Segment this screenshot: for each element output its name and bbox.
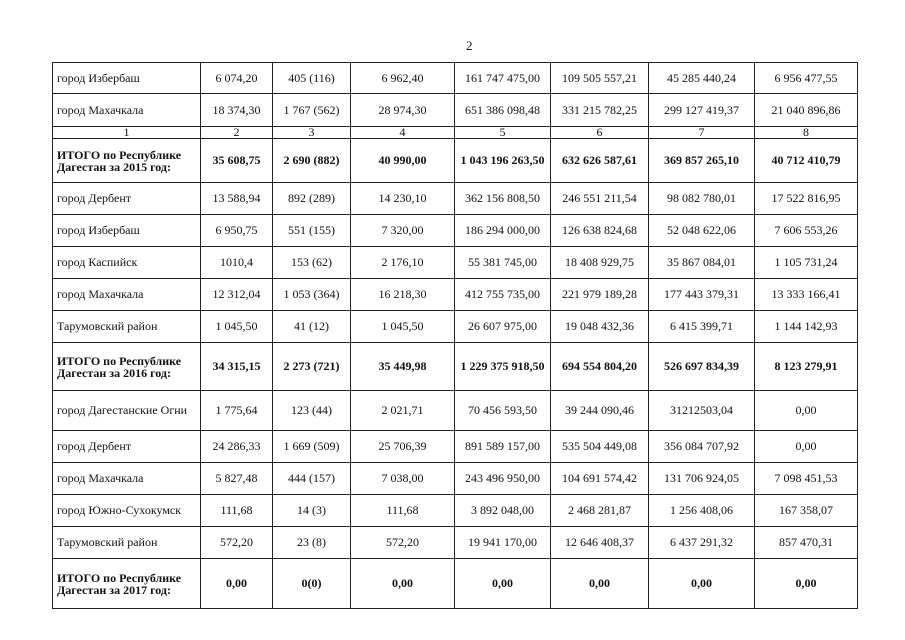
- cell-col-8: 7 098 451,53: [755, 463, 858, 495]
- row-name: ИТОГО по Республике Дагестан за 2016 год:: [53, 343, 201, 391]
- cell-col-5: 55 381 745,00: [455, 247, 551, 279]
- table-body: [53, 63, 858, 609]
- cell-col-7: 6 437 291,32: [649, 527, 755, 559]
- cell-col-6: 0,00: [551, 559, 649, 609]
- cell-col-6: 331 215 782,25: [551, 94, 649, 127]
- cell-col-8: 7 606 553,26: [755, 215, 858, 247]
- cell-col-3: 41 (12): [273, 311, 351, 343]
- cell-col-3: 405 (116): [273, 63, 351, 94]
- table-row: [53, 527, 858, 559]
- cell-col-6: 12 646 408,37: [551, 527, 649, 559]
- page-number: 2: [466, 38, 473, 53]
- cell-col-2: 0,00: [201, 559, 273, 609]
- cell-col-3: 444 (157): [273, 463, 351, 495]
- row-name: город Дербент: [53, 183, 201, 215]
- cell-col-7: 31212503,04: [649, 391, 755, 431]
- cell-col-5: 1 043 196 263,50: [455, 139, 551, 183]
- table-row: [53, 431, 858, 463]
- cell-col-8: 857 470,31: [755, 527, 858, 559]
- cell-col-4: 16 218,30: [351, 279, 455, 311]
- cell-col-2: 572,20: [201, 527, 273, 559]
- cell-col-4: 25 706,39: [351, 431, 455, 463]
- cell-col-2: 111,68: [201, 495, 273, 527]
- row-name: город Избербаш: [53, 63, 201, 94]
- column-index: 7: [649, 127, 755, 139]
- table-row: [53, 391, 858, 431]
- cell-col-4: 572,20: [351, 527, 455, 559]
- row-name: город Махачкала: [53, 463, 201, 495]
- cell-col-7: 35 867 084,01: [649, 247, 755, 279]
- cell-col-7: 356 084 707,92: [649, 431, 755, 463]
- cell-col-2: 1010,4: [201, 247, 273, 279]
- cell-col-8: 0,00: [755, 431, 858, 463]
- column-index: 4: [351, 127, 455, 139]
- table-row: [53, 495, 858, 527]
- table-row: [53, 311, 858, 343]
- cell-col-2: 35 608,75: [201, 139, 273, 183]
- cell-col-3: 1 669 (509): [273, 431, 351, 463]
- column-index-row: [53, 127, 858, 139]
- cell-col-7: 0,00: [649, 559, 755, 609]
- cell-col-2: 18 374,30: [201, 94, 273, 127]
- row-name: город Дагестанские Огни: [53, 391, 201, 431]
- cell-col-3: 14 (3): [273, 495, 351, 527]
- municipal-data-table: [52, 62, 858, 609]
- row-name: город Южно-Сухокумск: [53, 495, 201, 527]
- cell-col-8: 21 040 896,86: [755, 94, 858, 127]
- cell-col-3: 0(0): [273, 559, 351, 609]
- cell-col-2: 1 775,64: [201, 391, 273, 431]
- table-row: [53, 215, 858, 247]
- cell-col-7: 1 256 408,06: [649, 495, 755, 527]
- row-name: Тарумовский район: [53, 311, 201, 343]
- table-row: [53, 343, 858, 391]
- cell-col-6: 246 551 211,54: [551, 183, 649, 215]
- cell-col-3: 892 (289): [273, 183, 351, 215]
- cell-col-6: 221 979 189,28: [551, 279, 649, 311]
- cell-col-4: 0,00: [351, 559, 455, 609]
- cell-col-2: 5 827,48: [201, 463, 273, 495]
- cell-col-4: 111,68: [351, 495, 455, 527]
- cell-col-8: 167 358,07: [755, 495, 858, 527]
- cell-col-2: 6 074,20: [201, 63, 273, 94]
- cell-col-5: 651 386 098,48: [455, 94, 551, 127]
- cell-col-5: 70 456 593,50: [455, 391, 551, 431]
- table-row: [53, 247, 858, 279]
- table-row: [53, 463, 858, 495]
- cell-col-6: 126 638 824,68: [551, 215, 649, 247]
- cell-col-6: 39 244 090,46: [551, 391, 649, 431]
- cell-col-2: 34 315,15: [201, 343, 273, 391]
- cell-col-4: 1 045,50: [351, 311, 455, 343]
- table-row: [53, 139, 858, 183]
- cell-col-7: 6 415 399,71: [649, 311, 755, 343]
- cell-col-8: 6 956 477,55: [755, 63, 858, 94]
- column-index: 2: [201, 127, 273, 139]
- cell-col-2: 24 286,33: [201, 431, 273, 463]
- table-row: [53, 63, 858, 94]
- column-index: 1: [53, 127, 201, 139]
- cell-col-7: 98 082 780,01: [649, 183, 755, 215]
- cell-col-6: 535 504 449,08: [551, 431, 649, 463]
- cell-col-8: 13 333 166,41: [755, 279, 858, 311]
- cell-col-7: 177 443 379,31: [649, 279, 755, 311]
- cell-col-5: 412 755 735,00: [455, 279, 551, 311]
- cell-col-3: 153 (62): [273, 247, 351, 279]
- cell-col-6: 18 408 929,75: [551, 247, 649, 279]
- cell-col-8: 8 123 279,91: [755, 343, 858, 391]
- cell-col-2: 12 312,04: [201, 279, 273, 311]
- cell-col-5: 362 156 808,50: [455, 183, 551, 215]
- cell-col-7: 45 285 440,24: [649, 63, 755, 94]
- row-name: город Каспийск: [53, 247, 201, 279]
- cell-col-8: 0,00: [755, 391, 858, 431]
- cell-col-7: 52 048 622,06: [649, 215, 755, 247]
- row-name: город Избербаш: [53, 215, 201, 247]
- cell-col-5: 243 496 950,00: [455, 463, 551, 495]
- table-row: [53, 183, 858, 215]
- cell-col-4: 35 449,98: [351, 343, 455, 391]
- cell-col-3: 23 (8): [273, 527, 351, 559]
- cell-col-3: 551 (155): [273, 215, 351, 247]
- table-row: [53, 559, 858, 609]
- cell-col-5: 3 892 048,00: [455, 495, 551, 527]
- cell-col-8: 1 144 142,93: [755, 311, 858, 343]
- row-name: город Дербент: [53, 431, 201, 463]
- cell-col-6: 632 626 587,61: [551, 139, 649, 183]
- cell-col-5: 186 294 000,00: [455, 215, 551, 247]
- cell-col-6: 104 691 574,42: [551, 463, 649, 495]
- column-index: 5: [455, 127, 551, 139]
- cell-col-6: 19 048 432,36: [551, 311, 649, 343]
- row-name: город Махачкала: [53, 279, 201, 311]
- row-name: ИТОГО по Республике Дагестан за 2017 год:: [53, 559, 201, 609]
- cell-col-5: 161 747 475,00: [455, 63, 551, 94]
- cell-col-4: 14 230,10: [351, 183, 455, 215]
- cell-col-4: 40 990,00: [351, 139, 455, 183]
- row-name: Тарумовский район: [53, 527, 201, 559]
- cell-col-7: 369 857 265,10: [649, 139, 755, 183]
- cell-col-8: 1 105 731,24: [755, 247, 858, 279]
- column-index: 3: [273, 127, 351, 139]
- table-row: [53, 279, 858, 311]
- row-name: город Махачкала: [53, 94, 201, 127]
- cell-col-5: 19 941 170,00: [455, 527, 551, 559]
- cell-col-8: 40 712 410,79: [755, 139, 858, 183]
- cell-col-6: 694 554 804,20: [551, 343, 649, 391]
- cell-col-2: 6 950,75: [201, 215, 273, 247]
- cell-col-4: 2 176,10: [351, 247, 455, 279]
- cell-col-8: 17 522 816,95: [755, 183, 858, 215]
- cell-col-4: 7 320,00: [351, 215, 455, 247]
- cell-col-7: 131 706 924,05: [649, 463, 755, 495]
- cell-col-5: 26 607 975,00: [455, 311, 551, 343]
- cell-col-5: 1 229 375 918,50: [455, 343, 551, 391]
- cell-col-6: 109 505 557,21: [551, 63, 649, 94]
- cell-col-4: 2 021,71: [351, 391, 455, 431]
- cell-col-6: 2 468 281,87: [551, 495, 649, 527]
- cell-col-7: 526 697 834,39: [649, 343, 755, 391]
- cell-col-5: 891 589 157,00: [455, 431, 551, 463]
- cell-col-3: 2 273 (721): [273, 343, 351, 391]
- column-index: 8: [755, 127, 858, 139]
- cell-col-4: 28 974,30: [351, 94, 455, 127]
- cell-col-3: 1 767 (562): [273, 94, 351, 127]
- column-index: 6: [551, 127, 649, 139]
- row-name: ИТОГО по Республике Дагестан за 2015 год:: [53, 139, 201, 183]
- cell-col-3: 2 690 (882): [273, 139, 351, 183]
- table-row: [53, 94, 858, 127]
- cell-col-4: 7 038,00: [351, 463, 455, 495]
- cell-col-5: 0,00: [455, 559, 551, 609]
- cell-col-3: 1 053 (364): [273, 279, 351, 311]
- cell-col-2: 1 045,50: [201, 311, 273, 343]
- cell-col-2: 13 588,94: [201, 183, 273, 215]
- cell-col-7: 299 127 419,37: [649, 94, 755, 127]
- cell-col-4: 6 962,40: [351, 63, 455, 94]
- cell-col-3: 123 (44): [273, 391, 351, 431]
- cell-col-8: 0,00: [755, 559, 858, 609]
